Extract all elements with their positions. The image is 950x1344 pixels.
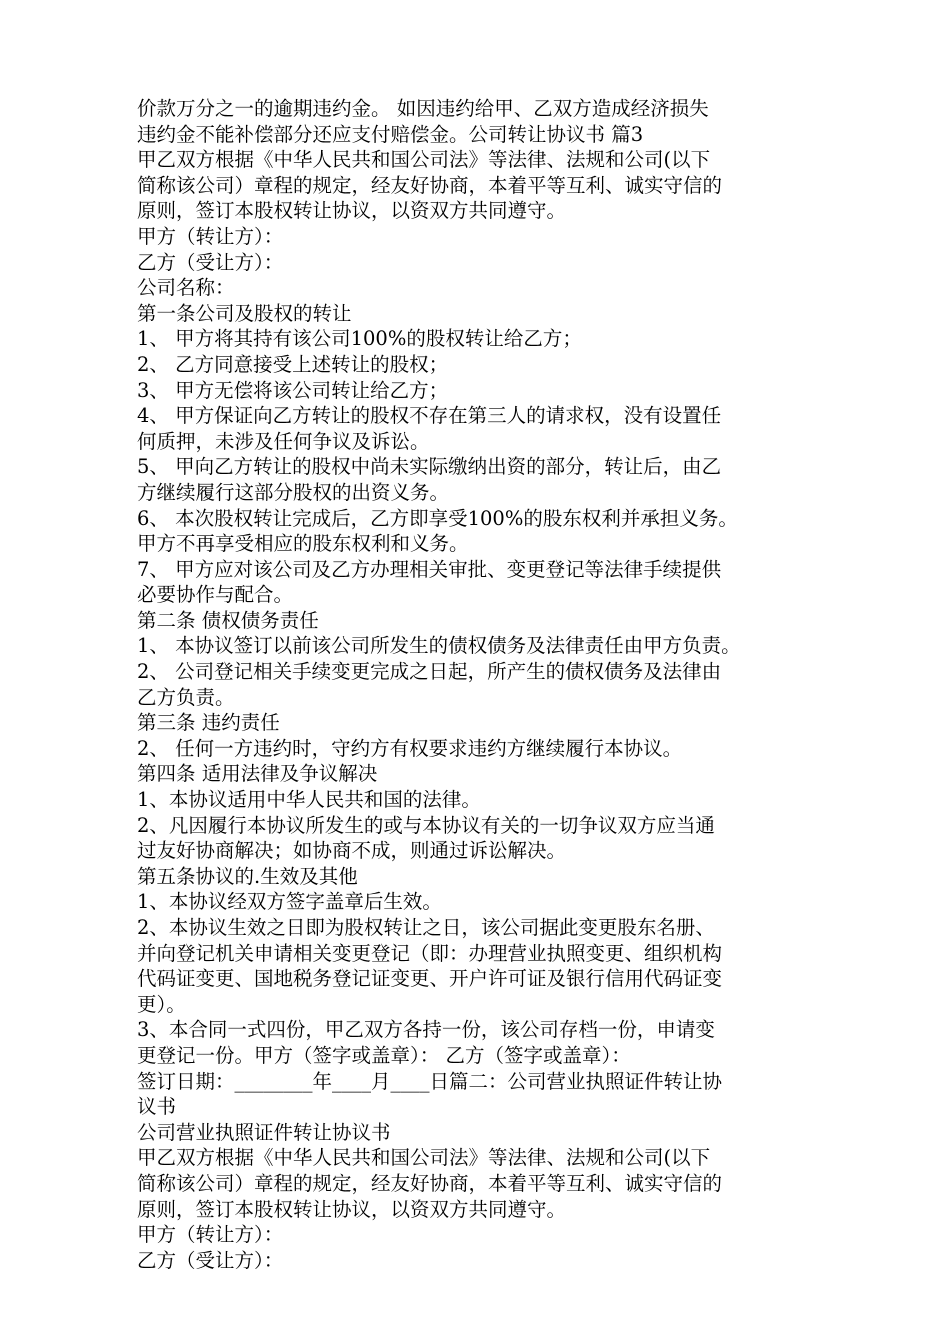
text-line: 1、本协议经双方签字盖章后生效。	[137, 890, 442, 914]
text-line: 第四条 适用法律及争议解决	[137, 762, 378, 786]
text-line: 3、本合同一式四份，甲乙双方各持一份，该公司存档一份，申请变	[137, 1018, 715, 1042]
text-line: 3、 甲方无偿将该公司转让给乙方；	[137, 378, 449, 402]
text-line: 1、 本协议签订以前该公司所发生的债权债务及法律责任由甲方负责。	[137, 634, 741, 658]
text-line: 简称该公司）章程的规定，经友好协商，本着平等互利、诚实守信的	[137, 173, 723, 197]
text-line: 并向登记机关申请相关变更登记（即：办理营业执照变更、组织机构	[137, 941, 723, 965]
text-line: 代码证变更、国地税务登记证变更、开户许可证及银行信用代码证变	[137, 967, 723, 991]
text-line: 更登记一份。甲方（签字或盖章）： 乙方（签字或盖章）：	[137, 1043, 631, 1067]
text-line: 简称该公司）章程的规定，经友好协商，本着平等互利、诚实守信的	[137, 1171, 723, 1195]
text-line: 必要协作与配合。	[137, 583, 294, 607]
text-line: 甲方（转让方）：	[137, 224, 284, 248]
text-line: 6、 本次股权转让完成后，乙方即享受100%的股东权利并承担义务。	[137, 506, 738, 530]
document-page	[137, 96, 817, 1273]
text-line: 乙方（受让方）：	[137, 250, 284, 274]
text-line: 第一条公司及股权的转让	[137, 301, 352, 325]
text-line: 乙方（受让方）：	[137, 1248, 284, 1272]
text-line: 签订日期：________年____月____日篇二：公司营业执照证件转让协	[137, 1069, 723, 1093]
text-line: 1、本协议适用中华人民共和国的法律。	[137, 788, 481, 812]
text-line: 2、 公司登记相关手续变更完成之日起，所产生的债权债务及法律由	[137, 660, 722, 684]
text-line: 7、 甲方应对该公司及乙方办理相关审批、变更登记等法律手续提供	[137, 557, 722, 581]
text-line: 甲乙双方根据《中华人民共和国公司法》等法律、法规和公司(以下	[137, 148, 711, 172]
text-line: 2、 任何一方违约时，守约方有权要求违约方继续履行本协议。	[137, 736, 683, 760]
text-line: 乙方负责。	[137, 685, 235, 709]
text-line: 原则，签订本股权转让协议，以资双方共同遵守。	[137, 199, 567, 223]
text-line: 2、凡因履行本协议所发生的或与本协议有关的一切争议双方应当通	[137, 813, 715, 837]
text-line: 甲方（转让方）：	[137, 1223, 284, 1247]
text-line: 2、 乙方同意接受上述转让的股权；	[137, 352, 449, 376]
text-line: 过友好协商解决；如协商不成，则通过诉讼解决。	[137, 839, 567, 863]
text-line: 违约金不能补偿部分还应支付赔偿金。公司转让协议书 篇3	[137, 122, 644, 146]
text-line: 何质押，未涉及任何争议及诉讼。	[137, 429, 430, 453]
text-line: 公司名称：	[137, 276, 235, 300]
text-line: 原则，签订本股权转让协议，以资双方共同遵守。	[137, 1197, 567, 1221]
text-line: 4、 甲方保证向乙方转让的股权不存在第三人的请求权，没有设置任	[137, 404, 722, 428]
text-line: 更）。	[137, 992, 186, 1016]
text-line: 5、 甲向乙方转让的股权中尚未实际缴纳出资的部分，转让后，由乙	[137, 455, 722, 479]
text-line: 甲方不再享受相应的股东权利和义务。	[137, 532, 469, 556]
text-line: 第三条 违约责任	[137, 711, 280, 735]
text-line: 价款万分之一的逾期违约金。 如因违约给甲、乙双方造成经济损失	[137, 97, 709, 120]
text-line: 1、 甲方将其持有该公司100%的股权转让给乙方；	[137, 327, 582, 351]
text-line: 第五条协议的.生效及其他	[137, 864, 358, 888]
text-line: 议书	[137, 1095, 177, 1119]
text-line: 方继续履行这部分股权的出资义务。	[137, 480, 450, 504]
text-line: 甲乙双方根据《中华人民共和国公司法》等法律、法规和公司(以下	[137, 1146, 711, 1170]
text-line: 2、本协议生效之日即为股权转让之日，该公司据此变更股东名册、	[137, 916, 715, 939]
text-line: 第二条 债权债务责任	[137, 608, 319, 632]
text-line: 公司营业执照证件转让协议书	[137, 1120, 391, 1144]
